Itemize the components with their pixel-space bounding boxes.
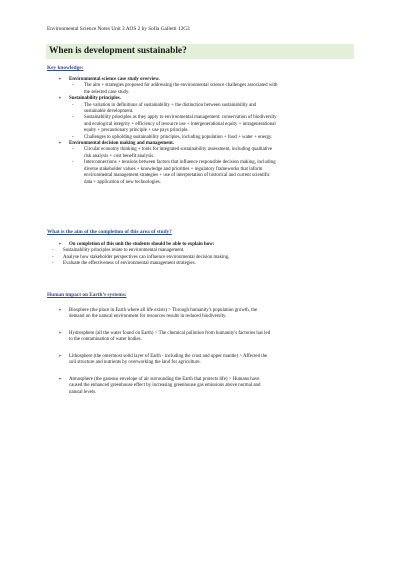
arrow-bullet-icon: ➢	[58, 354, 62, 359]
arrow-bullet-icon: ➢	[58, 331, 62, 336]
impact-heading: Human impact on Earth’s systems:	[47, 292, 127, 298]
arrow-bullet-icon: ➢	[58, 96, 62, 102]
key-knowledge-list	[58, 77, 363, 186]
sub-item: - Sustainability principles as they apply to environmental management: conservation of biodiversity and ecological integrity + efficiency of resource use + intergenerational equity + intragenerational equity + precautionary principle + use pays principle.	[72, 115, 277, 134]
list-item: ➢ Sustainability principles.	[58, 96, 121, 102]
list-item: - Sustainability principles relate to environmental management.	[52, 248, 185, 254]
aim-list	[52, 242, 363, 268]
sub-item: - Interconnections + tensions between factors that influence responsible decision making, including diverse stakeholder values + knowledge and priorities + regulatory frameworks that inform environmental management strategies + use of interpretation of historical and current scientific data + application of new technologies.	[72, 160, 276, 185]
list-item: ➢ On completion of this unit the students should be able to explain how:	[58, 242, 215, 247]
list-item: - Analyse how stakeholder perspectives can influence environmental decision making.	[52, 254, 230, 260]
sub-item: - The aim + strategies proposed for addressing the environmental science challenges associated with the selected case study.	[72, 83, 278, 95]
sub-item: - The variation in definitions of sustainability + the distinction between sustainability and sustainable development.	[72, 102, 257, 115]
sub-item: - Challenges to upholding sustainability principles, including population + food + water + energy.	[72, 134, 273, 140]
list-item: ➢ Lithosphere (the outermost solid layer of Earth - including the crust and upper mantle) > Affected the soil structure and nutrients by overworking the land for agriculture.	[58, 354, 268, 366]
sub-item: - Circular economy thinking + tools for integrated sustainability assessment, including qualitative risk analysis + cost benefit analysis.	[72, 147, 273, 159]
document-header: Environmental Science Notes Unit 3 AOS 2 by Sofia Galletti 12G3	[47, 26, 190, 32]
list-item: ➢ Biosphere (the place in Earth where all life exists) > Through humanity's population growth, the demand on the natural environment for resources results in reduced biodiversity.	[58, 308, 258, 320]
arrow-bullet-icon: ➢	[58, 242, 62, 247]
title-banner	[46, 44, 354, 59]
arrow-bullet-icon: ➢	[58, 77, 62, 82]
arrow-bullet-icon: ➢	[58, 308, 62, 313]
arrow-bullet-icon: ➢	[58, 377, 62, 382]
list-item: ➢ Environmental science case study overview.	[58, 77, 160, 82]
list-item: ➢ Environmental decision making and management.	[58, 141, 174, 147]
arrow-bullet-icon: ➢	[58, 141, 62, 147]
list-item: ➢ Hydrosphere (all the water found on Earth) > The chemical pollution from humanity's factories has led to the contamination of water bodies.	[58, 331, 271, 343]
key-knowledge-heading: Key knowledge:	[47, 65, 84, 71]
list-item: - Evaluate the effectiveness of environmental management strategies.	[52, 261, 196, 267]
page-title: When is development sustainable?	[49, 46, 187, 56]
list-item: ➢ Atmosphere (the gaseous envelope of air surrounding the Earth that protects life) > Humans have caused the enhanced greenhouse effect by increasing greenhouse gas emissions above normal and natural levels.	[58, 377, 261, 395]
aim-heading: What is the aim of the completion of this area of study?	[47, 229, 172, 235]
